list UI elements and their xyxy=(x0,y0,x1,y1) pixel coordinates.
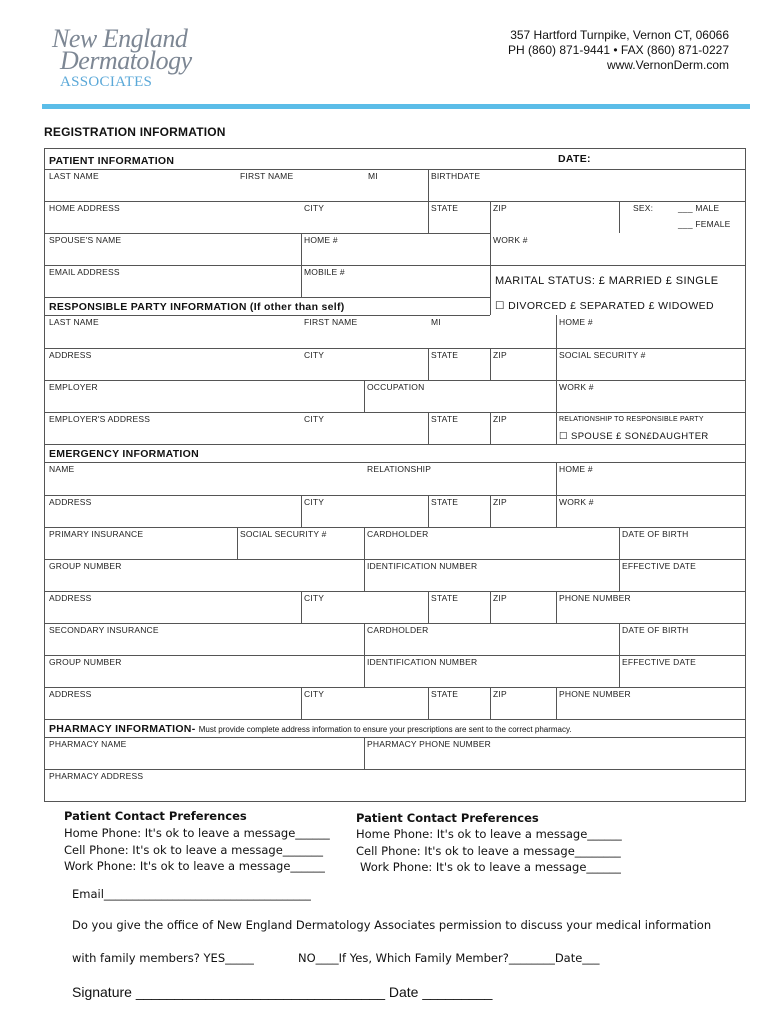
rp-employer-address-field[interactable]: EMPLOYER'S ADDRESS xyxy=(49,414,151,424)
row-line xyxy=(45,201,745,202)
col-line xyxy=(364,623,365,687)
birthdate-field[interactable]: BIRTHDATE xyxy=(431,171,481,181)
primary-insurance-field[interactable]: PRIMARY INSURANCE xyxy=(49,529,144,539)
registration-form xyxy=(44,148,746,802)
zip-field[interactable]: ZIP xyxy=(493,203,507,213)
ins-city-field[interactable]: CITY xyxy=(304,593,325,603)
address-street: 357 Hartford Turnpike, Vernon CT, 06066 xyxy=(510,28,729,42)
ins-ssn-field[interactable]: SOCIAL SECURITY # xyxy=(240,529,327,539)
rp-zip-field[interactable]: ZIP xyxy=(493,350,507,360)
row-line xyxy=(45,623,745,624)
family-yes[interactable]: with family members? YES_____ xyxy=(72,951,254,965)
col-line xyxy=(237,527,238,559)
col-line xyxy=(364,737,365,769)
col-line xyxy=(301,687,302,719)
pharmacy-phone-field[interactable]: PHARMACY PHONE NUMBER xyxy=(367,739,492,749)
col-line xyxy=(301,233,302,297)
practice-address xyxy=(508,28,729,73)
signature-line[interactable]: Signature ________________________________ Date _________ xyxy=(72,984,493,1000)
col-line xyxy=(428,348,429,380)
email-address-field[interactable]: EMAIL ADDRESS xyxy=(49,267,120,277)
ins-zip2-field[interactable]: ZIP xyxy=(493,689,507,699)
date-label[interactable]: DATE: xyxy=(558,153,591,165)
col-line xyxy=(619,623,620,687)
home-phone-field[interactable]: HOME # xyxy=(304,235,338,245)
col-line xyxy=(490,687,491,719)
dob-field[interactable]: DATE OF BIRTH xyxy=(622,529,689,539)
ins-address-field[interactable]: ADDRESS xyxy=(49,593,92,603)
col-line xyxy=(556,687,557,719)
cardholder-field[interactable]: CARDHOLDER xyxy=(367,529,429,539)
col-line xyxy=(301,591,302,623)
pharmacy-header-text: PHARMACY INFORMATION- xyxy=(49,723,196,735)
pharmacy-info-header xyxy=(49,723,572,735)
home-address-field[interactable]: HOME ADDRESS xyxy=(49,203,120,213)
mobile-field[interactable]: MOBILE # xyxy=(304,267,345,277)
row-line xyxy=(45,527,745,528)
row-line xyxy=(45,687,745,688)
row-line xyxy=(45,769,745,770)
contact-work-right[interactable]: Work Phone: It's ok to leave a message______ xyxy=(360,860,621,874)
patient-info-header: PATIENT INFORMATION xyxy=(49,155,175,167)
rp-city2-field[interactable]: CITY xyxy=(304,414,325,424)
col-line xyxy=(490,265,491,315)
contact-work-left[interactable]: Work Phone: It's ok to leave a message______ xyxy=(64,859,325,873)
rp-employer-field[interactable]: EMPLOYER xyxy=(49,382,98,392)
col-line xyxy=(428,412,429,444)
state-field[interactable]: STATE xyxy=(431,203,459,213)
pharmacy-address-field[interactable]: PHARMACY ADDRESS xyxy=(49,771,144,781)
rp-home-field[interactable]: HOME # xyxy=(559,317,593,327)
contact-prefs-title-right: Patient Contact Preferences xyxy=(356,811,539,825)
col-line xyxy=(490,591,491,623)
rp-state2-field[interactable]: STATE xyxy=(431,414,459,424)
col-line xyxy=(556,462,557,527)
identification-number-field[interactable]: IDENTIFICATION NUMBER xyxy=(367,561,478,571)
row-line xyxy=(45,462,745,463)
row-line xyxy=(45,297,490,298)
row-line xyxy=(45,315,490,316)
ins-city2-field[interactable]: CITY xyxy=(304,689,325,699)
em-address-field[interactable]: ADDRESS xyxy=(49,497,92,507)
contact-cell-right[interactable]: Cell Phone: It's ok to leave a message________ xyxy=(356,844,621,858)
col-line xyxy=(619,201,620,233)
contact-prefs-title-left: Patient Contact Preferences xyxy=(64,809,247,823)
pharmacy-note: Must provide complete address information to ensure your prescriptions are sent to the correct pharmacy. xyxy=(198,725,572,734)
col-line xyxy=(364,380,365,412)
logo-line-3: ASSOCIATES xyxy=(60,74,153,90)
rp-mi-field[interactable]: MI xyxy=(431,317,441,327)
last-name-field[interactable]: LAST NAME xyxy=(49,171,99,181)
rp-last-name-field[interactable]: LAST NAME xyxy=(49,317,99,327)
effective-date-field[interactable]: EFFECTIVE DATE xyxy=(622,561,696,571)
ins-address2-field[interactable]: ADDRESS xyxy=(49,689,92,699)
responsible-party-header: RESPONSIBLE PARTY INFORMATION (If other than self) xyxy=(49,301,345,313)
ins-state-field[interactable]: STATE xyxy=(431,593,459,603)
row-line xyxy=(45,591,745,592)
row-line xyxy=(45,559,745,560)
contact-home-left[interactable]: Home Phone: It's ok to leave a message______ xyxy=(64,826,330,840)
col-line xyxy=(490,495,491,527)
row-line xyxy=(45,655,745,656)
family-no[interactable]: NO____If Yes, Which Family Member?________Date___ xyxy=(298,951,600,965)
col-line xyxy=(490,233,491,265)
mi-field[interactable]: MI xyxy=(368,171,378,181)
spouse-name-field[interactable]: SPOUSE'S NAME xyxy=(49,235,122,245)
em-relationship-field[interactable]: RELATIONSHIP xyxy=(367,464,432,474)
em-work-field[interactable]: WORK # xyxy=(559,497,594,507)
rp-state-field[interactable]: STATE xyxy=(431,350,459,360)
secondary-insurance-field[interactable]: SECONDARY INSURANCE xyxy=(49,625,159,635)
sex-label: SEX: xyxy=(633,203,654,213)
city-field[interactable]: CITY xyxy=(304,203,325,213)
marital-status[interactable]: MARITAL STATUS: £ MARRIED £ SINGLE xyxy=(495,275,719,287)
logo-line-1: New England xyxy=(52,24,188,53)
rp-address-field[interactable]: ADDRESS xyxy=(49,350,92,360)
emergency-info-header: EMERGENCY INFORMATION xyxy=(49,448,199,460)
col-line xyxy=(619,527,620,591)
group-number-field[interactable]: GROUP NUMBER xyxy=(49,561,122,571)
col-line xyxy=(490,348,491,380)
col-line xyxy=(556,591,557,623)
address-website[interactable]: www.VernonDerm.com xyxy=(606,58,729,72)
practice-logo xyxy=(50,24,200,94)
ins-phone2-field[interactable]: PHONE NUMBER xyxy=(559,689,631,699)
rp-occupation-field[interactable]: OCCUPATION xyxy=(367,382,425,392)
group-number2-field[interactable]: GROUP NUMBER xyxy=(49,657,122,667)
ins-state2-field[interactable]: STATE xyxy=(431,689,459,699)
rp-zip2-field[interactable]: ZIP xyxy=(493,414,507,424)
em-city-field[interactable]: CITY xyxy=(304,497,325,507)
row-line xyxy=(45,412,745,413)
ins-phone-field[interactable]: PHONE NUMBER xyxy=(559,593,631,603)
work-phone-field[interactable]: WORK # xyxy=(493,235,528,245)
row-line xyxy=(45,444,745,445)
row-line xyxy=(45,265,745,266)
em-home-field[interactable]: HOME # xyxy=(559,464,593,474)
pharmacy-name-field[interactable]: PHARMACY NAME xyxy=(49,739,127,749)
row-line xyxy=(45,495,745,496)
ins-zip-field[interactable]: ZIP xyxy=(493,593,507,603)
col-line xyxy=(428,591,429,623)
email-line[interactable]: Email____________________________________ xyxy=(72,887,311,901)
marital-status-2[interactable]: ☐ DIVORCED £ SEPARATED £ WIDOWED xyxy=(495,300,715,312)
row-line xyxy=(45,169,745,170)
male-option[interactable]: ___ MALE xyxy=(678,203,720,213)
logo-line-2: Dermatology xyxy=(60,46,192,75)
effective-date2-field[interactable]: EFFECTIVE DATE xyxy=(622,657,696,667)
rp-city-field[interactable]: CITY xyxy=(304,350,325,360)
col-line xyxy=(428,687,429,719)
contact-home-right[interactable]: Home Phone: It's ok to leave a message______ xyxy=(356,827,622,841)
col-line xyxy=(428,169,429,233)
cardholder2-field[interactable]: CARDHOLDER xyxy=(367,625,429,635)
col-line xyxy=(490,412,491,444)
contact-cell-left[interactable]: Cell Phone: It's ok to leave a message_______ xyxy=(64,843,324,857)
permission-question: Do you give the office of New England Dermatology Associates permission to discuss your medical information xyxy=(72,918,712,932)
col-line xyxy=(556,315,557,445)
row-line xyxy=(45,719,745,720)
row-line xyxy=(45,348,745,349)
em-name-field[interactable]: NAME xyxy=(49,464,75,474)
rp-work-field[interactable]: WORK # xyxy=(559,382,594,392)
rp-ssn-field[interactable]: SOCIAL SECURITY # xyxy=(559,350,646,360)
identification-number2-field[interactable]: IDENTIFICATION NUMBER xyxy=(367,657,478,667)
col-line xyxy=(301,495,302,527)
em-state-field[interactable]: STATE xyxy=(431,497,459,507)
rp-relationship-label: RELATIONSHIP TO RESPONSIBLE PARTY xyxy=(559,416,704,423)
header-divider xyxy=(42,104,750,109)
row-line xyxy=(45,737,745,738)
rp-first-name-field[interactable]: FIRST NAME xyxy=(304,317,358,327)
row-line xyxy=(45,380,745,381)
page-title: REGISTRATION INFORMATION xyxy=(44,125,226,139)
rp-relationship-options[interactable]: ☐ SPOUSE £ SON£DAUGHTER xyxy=(559,431,709,442)
row-line xyxy=(45,233,490,234)
col-line xyxy=(428,495,429,527)
female-option[interactable]: ___ FEMALE xyxy=(678,219,731,229)
em-zip-field[interactable]: ZIP xyxy=(493,497,507,507)
col-line xyxy=(490,201,491,233)
col-line xyxy=(364,527,365,591)
address-phone-fax: PH (860) 871-9441 • FAX (860) 871-0227 xyxy=(507,43,729,57)
dob2-field[interactable]: DATE OF BIRTH xyxy=(622,625,689,635)
first-name-field[interactable]: FIRST NAME xyxy=(240,171,294,181)
